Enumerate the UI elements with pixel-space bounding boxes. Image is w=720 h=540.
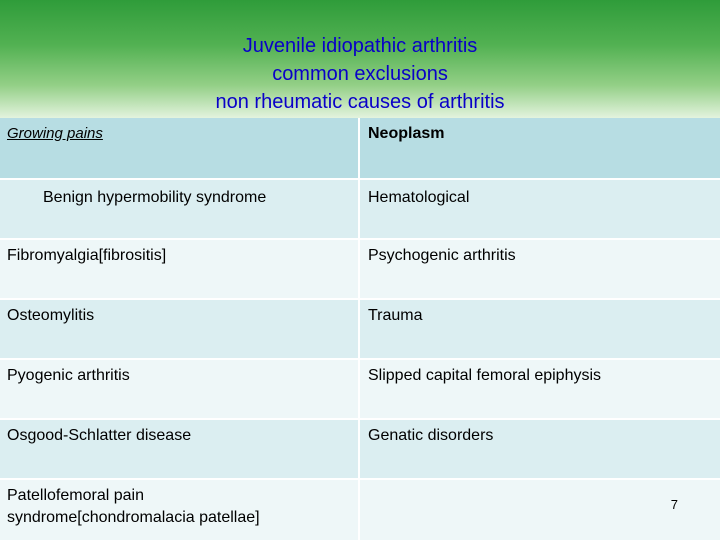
exclusions-table	[0, 118, 720, 540]
cell-text: Fibromyalgia[fibrositis]	[7, 247, 167, 264]
cell-text: Trauma	[368, 307, 423, 324]
cell-text: Genatic disorders	[368, 427, 494, 444]
slide-header	[0, 0, 720, 118]
table-row-1-right	[360, 180, 720, 238]
cell-text-line-2: syndrome[chondromalacia patellae]	[7, 509, 260, 526]
table-row-3-right	[360, 300, 720, 358]
cell-text: Osgood-Schlatter disease	[7, 427, 192, 444]
title-line-2: common exclusions	[272, 63, 448, 85]
table-row-1-left	[0, 180, 358, 238]
table-row-0-right	[360, 118, 720, 178]
table-row-5-left	[0, 420, 358, 478]
cell-text: Neoplasm	[368, 125, 445, 142]
table-row-4-right	[360, 360, 720, 418]
cell-text: Psychogenic arthritis	[368, 247, 516, 264]
page-number: 7	[670, 497, 678, 512]
table-row-3-left	[0, 300, 358, 358]
table-row-0-left	[0, 118, 358, 178]
cell-text: Growing pains	[7, 125, 103, 142]
table-row-2-right	[360, 240, 720, 298]
cell-text: Benign hypermobility syndrome	[43, 189, 267, 206]
table-row-6-left	[0, 480, 358, 540]
cell-text: Osteomylitis	[7, 307, 95, 324]
cell-text: Slipped capital femoral epiphysis	[368, 367, 602, 384]
slide-title	[0, 32, 720, 116]
table-row-2-left	[0, 240, 358, 298]
cell-text: Pyogenic arthritis	[7, 367, 130, 384]
cell-text: Hematological	[368, 189, 470, 206]
table-row-4-left	[0, 360, 358, 418]
cell-text-line-1: Patellofemoral pain	[7, 487, 144, 504]
title-line-1: Juvenile idiopathic arthritis	[242, 35, 478, 57]
table-row-6-right	[360, 480, 720, 540]
table-row-5-right	[360, 420, 720, 478]
title-line-3: non rheumatic causes of arthritis	[215, 91, 505, 113]
